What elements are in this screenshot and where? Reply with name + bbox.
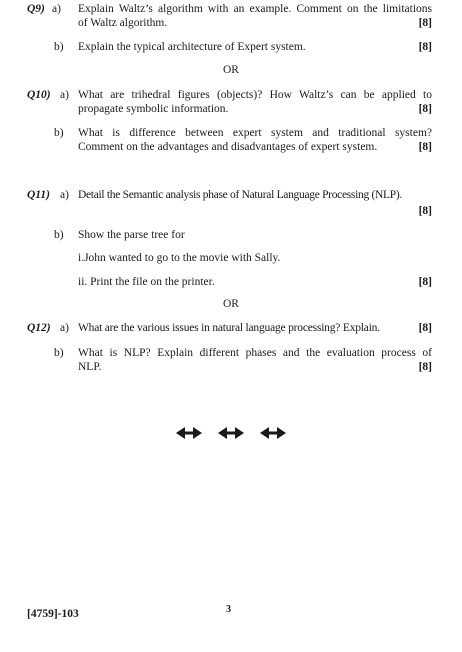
part-label: a): [60, 89, 69, 101]
question-q12-b: [0, 346, 462, 376]
question-text: What are the various issues in natural language processing? Explain.: [78, 322, 380, 334]
marks: [8]: [418, 361, 432, 373]
question-q12-a: [0, 321, 462, 337]
or-separator: OR: [223, 298, 239, 310]
marks: [8]: [418, 41, 432, 53]
question-number: Q9): [27, 3, 45, 15]
question-q9-a: [0, 2, 462, 32]
question-text: What is NLP? Explain different phases and the evaluation process of NLP.: [78, 347, 432, 373]
double-arrow-diamond-icon: [260, 427, 286, 439]
part-label: a): [60, 189, 69, 201]
question-text: Detail the Semantic analysis phase of Natural Language Processing (NLP).: [78, 189, 402, 201]
question-text: What are trihedral figures (objects)? How Waltz’s can be applied to propagate symbolic information.: [78, 89, 432, 115]
question-q11-b: b) Show the parse tree for i.John wanted to go to the movie with Sally. ii. Print the file on the printer. [8]: [54, 229, 432, 288]
end-ornaments: [0, 424, 462, 442]
marks: [8]: [418, 276, 432, 288]
question-q9-b: [0, 40, 462, 56]
question-number: Q10): [27, 89, 51, 101]
double-arrow-diamond-icon: [176, 427, 202, 439]
double-arrow-diamond-icon: [218, 427, 244, 439]
part-label: b): [54, 347, 64, 359]
question-q11-a: [0, 188, 462, 218]
or-separator: OR: [223, 64, 239, 76]
marks: [8]: [418, 17, 432, 29]
question-q10-b: [0, 126, 462, 156]
paper-code: [4759]-103: [27, 608, 79, 620]
question-text: Explain the typical architecture of Expert system.: [78, 41, 306, 53]
part-label: b): [54, 41, 64, 53]
marks: [8]: [418, 103, 432, 115]
page-number: 3: [226, 604, 231, 615]
question-q10-a: [0, 88, 462, 118]
part-label: b): [54, 127, 64, 139]
marks: [8]: [418, 322, 432, 334]
question-text: Explain Waltz’s algorithm with an example. Comment on the limitations of Waltz algorithm.: [78, 3, 432, 29]
marks: [8]: [418, 141, 432, 153]
marks: [8]: [418, 205, 432, 217]
part-label: a): [60, 322, 69, 334]
question-number: Q11): [27, 189, 50, 201]
part-label: b): [54, 229, 64, 241]
question-text: What is difference between expert system and traditional system? Comment on the advantages and disadvantages of expert system.: [78, 127, 432, 153]
part-label: a): [52, 3, 61, 15]
question-number: Q12): [27, 322, 51, 334]
